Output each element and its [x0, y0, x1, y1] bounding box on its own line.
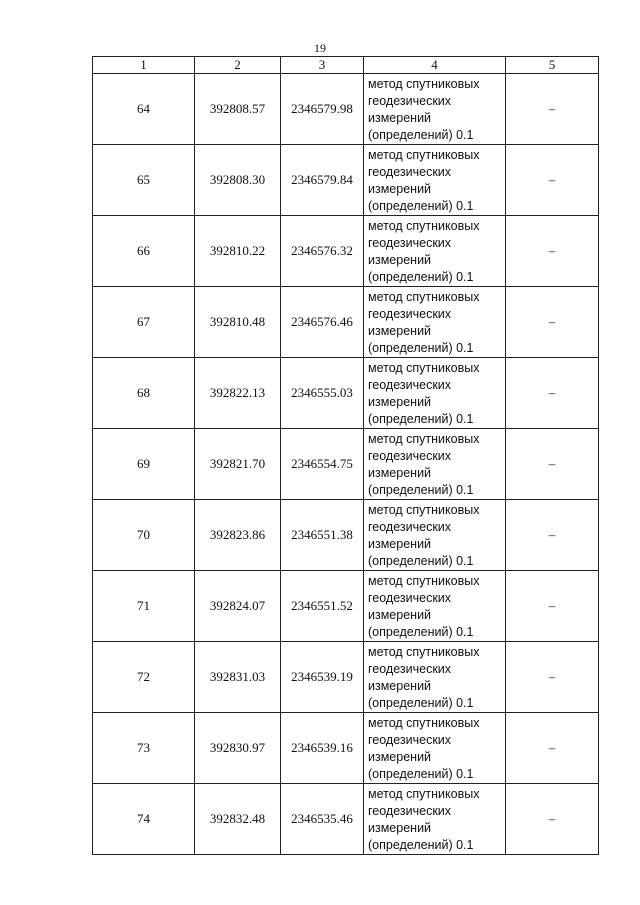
- note-cell: –: [506, 500, 599, 571]
- table-row: [93, 642, 599, 713]
- page-number: 19: [314, 41, 326, 55]
- column-header-4: 4: [364, 57, 506, 74]
- point-number-cell: 74: [93, 784, 195, 855]
- point-number-cell: 72: [93, 642, 195, 713]
- y-coordinate-cell: 2346554.75: [281, 429, 364, 500]
- point-number-cell: 73: [93, 713, 195, 784]
- point-number-cell: 65: [93, 145, 195, 216]
- table-row: [93, 74, 599, 145]
- note-cell: –: [506, 145, 599, 216]
- y-coordinate-cell: 2346535.46: [281, 784, 364, 855]
- y-coordinate-cell: 2346539.19: [281, 642, 364, 713]
- column-header-1: 1: [93, 57, 195, 74]
- point-number-cell: 71: [93, 571, 195, 642]
- method-cell: метод спутниковых геодезических измерений (определений) 0.1: [364, 216, 506, 287]
- y-coordinate-cell: 2346551.52: [281, 571, 364, 642]
- method-cell: метод спутниковых геодезических измерений (определений) 0.1: [364, 571, 506, 642]
- note-cell: –: [506, 713, 599, 784]
- point-number-cell: 67: [93, 287, 195, 358]
- table-body: [93, 74, 599, 855]
- x-coordinate-cell: 392810.48: [195, 287, 281, 358]
- y-coordinate-cell: 2346579.84: [281, 145, 364, 216]
- column-header-3: 3: [281, 57, 364, 74]
- method-cell: метод спутниковых геодезических измерений (определений) 0.1: [364, 145, 506, 216]
- x-coordinate-cell: 392823.86: [195, 500, 281, 571]
- point-number-cell: 66: [93, 216, 195, 287]
- table-row: [93, 429, 599, 500]
- coordinates-table: [92, 56, 599, 855]
- method-cell: метод спутниковых геодезических измерений (определений) 0.1: [364, 358, 506, 429]
- table-row: [93, 287, 599, 358]
- method-cell: метод спутниковых геодезических измерений (определений) 0.1: [364, 500, 506, 571]
- note-cell: –: [506, 784, 599, 855]
- method-cell: метод спутниковых геодезических измерений (определений) 0.1: [364, 287, 506, 358]
- note-cell: –: [506, 74, 599, 145]
- note-cell: –: [506, 429, 599, 500]
- point-number-cell: 70: [93, 500, 195, 571]
- x-coordinate-cell: 392830.97: [195, 713, 281, 784]
- table-row: [93, 358, 599, 429]
- note-cell: –: [506, 642, 599, 713]
- method-cell: метод спутниковых геодезических измерений (определений) 0.1: [364, 642, 506, 713]
- method-cell: метод спутниковых геодезических измерений (определений) 0.1: [364, 429, 506, 500]
- y-coordinate-cell: 2346576.46: [281, 287, 364, 358]
- table-row: [93, 216, 599, 287]
- table-header: [93, 57, 599, 74]
- x-coordinate-cell: 392808.57: [195, 74, 281, 145]
- table-row: [93, 713, 599, 784]
- header-row: [93, 57, 599, 74]
- note-cell: –: [506, 216, 599, 287]
- x-coordinate-cell: 392810.22: [195, 216, 281, 287]
- table-row: [93, 145, 599, 216]
- y-coordinate-cell: 2346579.98: [281, 74, 364, 145]
- column-header-2: 2: [195, 57, 281, 74]
- table-row: [93, 571, 599, 642]
- x-coordinate-cell: 392822.13: [195, 358, 281, 429]
- note-cell: –: [506, 287, 599, 358]
- point-number-cell: 68: [93, 358, 195, 429]
- column-header-5: 5: [506, 57, 599, 74]
- point-number-cell: 69: [93, 429, 195, 500]
- table-row: [93, 784, 599, 855]
- x-coordinate-cell: 392831.03: [195, 642, 281, 713]
- method-cell: метод спутниковых геодезических измерений (определений) 0.1: [364, 784, 506, 855]
- note-cell: –: [506, 571, 599, 642]
- note-cell: –: [506, 358, 599, 429]
- y-coordinate-cell: 2346576.32: [281, 216, 364, 287]
- x-coordinate-cell: 392821.70: [195, 429, 281, 500]
- point-number-cell: 64: [93, 74, 195, 145]
- y-coordinate-cell: 2346555.03: [281, 358, 364, 429]
- table-row: [93, 500, 599, 571]
- x-coordinate-cell: 392808.30: [195, 145, 281, 216]
- y-coordinate-cell: 2346539.16: [281, 713, 364, 784]
- method-cell: метод спутниковых геодезических измерений (определений) 0.1: [364, 713, 506, 784]
- y-coordinate-cell: 2346551.38: [281, 500, 364, 571]
- x-coordinate-cell: 392824.07: [195, 571, 281, 642]
- method-cell: метод спутниковых геодезических измерений (определений) 0.1: [364, 74, 506, 145]
- x-coordinate-cell: 392832.48: [195, 784, 281, 855]
